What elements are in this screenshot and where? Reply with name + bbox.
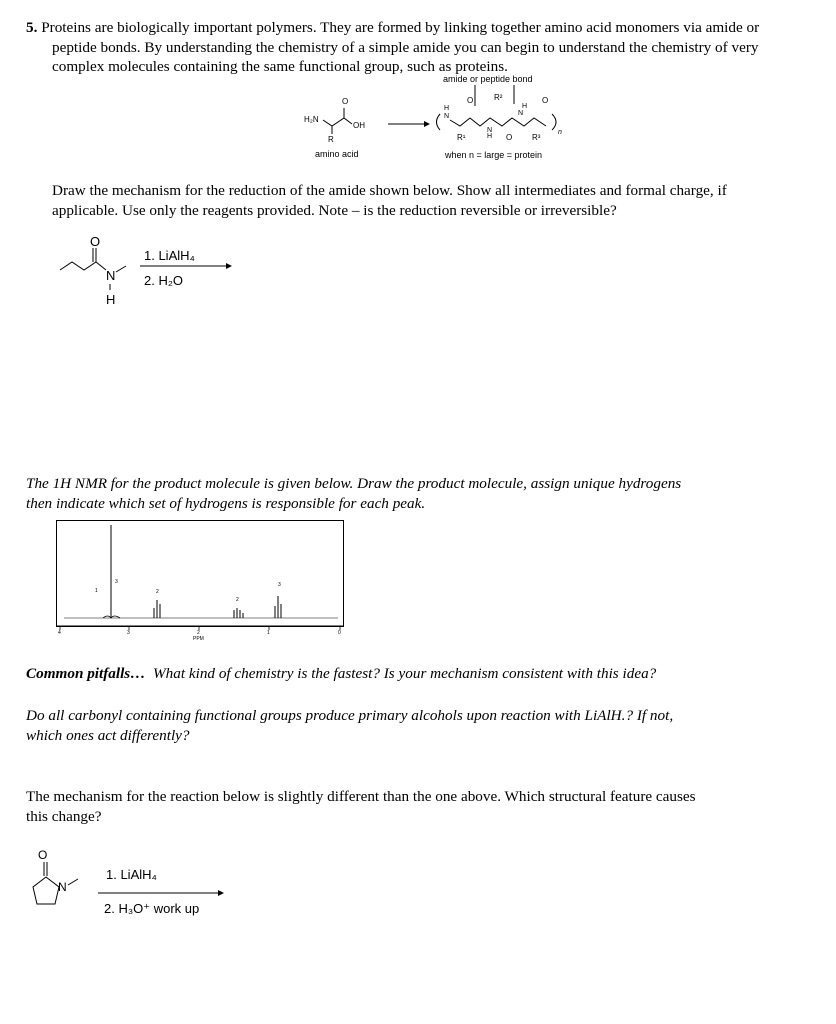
- nmr-prompt: [26, 474, 816, 513]
- nmr-integration-3: 2: [156, 589, 159, 595]
- chain-r2: R²: [494, 93, 503, 102]
- pitfalls-question-1: What kind of chemistry is the fastest? Is your mechanism consistent with this idea?: [153, 665, 657, 682]
- pitfalls-question-2-line-2: which ones act differently?: [26, 726, 190, 744]
- question-number: 5.: [26, 19, 38, 36]
- protein-label: when n = large = protein: [445, 150, 543, 160]
- right-bracket: [552, 114, 556, 130]
- amide-n: N: [106, 268, 116, 283]
- amide-bond-label: amide or peptide bond: [443, 74, 533, 84]
- aa-r-label: R: [328, 135, 334, 144]
- amino-acid-polymer-scheme: [290, 70, 580, 170]
- final-prompt-line-1: The mechanism for the reaction below is slightly different than the one above. Which structural feature causes: [26, 788, 696, 805]
- intro-line-1: Proteins are biologically important polymers. They are formed by linking together amino acid monomers via amide or: [41, 19, 760, 36]
- chain-n2: N: [487, 127, 493, 134]
- lactam-o: O: [38, 848, 48, 862]
- chain-h1: H: [444, 105, 450, 112]
- reaction1-arrowhead: [226, 263, 232, 269]
- chain-n3: N: [518, 110, 524, 117]
- nmr-prompt-line-1: The 1H NMR for the product molecule is given below. Draw the product molecule, assign unique hydrogens: [26, 475, 682, 492]
- amide-h: H: [106, 292, 116, 307]
- nmr-tick-label-0: 0: [338, 630, 341, 636]
- reaction1-reagent-2: 2. H₂O: [144, 273, 183, 288]
- nmr-frame: [57, 521, 344, 627]
- question-intro: [26, 18, 816, 77]
- chain-o1: O: [467, 96, 474, 105]
- chain-h2: H: [487, 133, 493, 140]
- nmr-integration-5: 3: [278, 582, 281, 588]
- intro-line-3: complex molecules containing the same functional group, such as proteins.: [52, 58, 508, 75]
- mechanism-prompt: [52, 181, 816, 220]
- lactam-reduction-reaction: [28, 846, 238, 926]
- final-prompt-line-2: this change?: [26, 807, 102, 825]
- amide-skeleton: [60, 262, 106, 270]
- lactam-n-methyl: [68, 879, 78, 885]
- chain-h3: H: [522, 103, 528, 110]
- nmr-tick-label-2: 2: [197, 630, 200, 636]
- pitfalls-q1: [26, 664, 816, 684]
- polymerization-arrowhead: [424, 121, 430, 127]
- nmr-spectrum: [56, 520, 346, 642]
- pitfalls-heading: Common pitfalls…: [26, 665, 146, 682]
- nmr-axis-label: PPM: [193, 636, 204, 642]
- nmr-tick-label-1: 1: [267, 630, 270, 636]
- chain-o3: O: [542, 96, 549, 105]
- amide-o: O: [90, 234, 101, 249]
- nmr-integration-4: 2: [236, 597, 239, 603]
- h2n-label: H₂N: [304, 115, 319, 124]
- nmr-prompt-line-2: then indicate which set of hydrogens is responsible for each peak.: [26, 494, 426, 512]
- reaction2-reagent-2: 2. H₃O⁺ work up: [104, 901, 200, 916]
- nmr-integration-1: 1: [95, 588, 98, 594]
- lactam-n: N: [58, 880, 67, 894]
- amide-reduction-reaction: [50, 232, 250, 314]
- reaction1-reagent-1: 1. LiAlH₄: [144, 248, 195, 263]
- chain-r1: R¹: [457, 133, 466, 142]
- nmr-tick-label-4: 4: [58, 630, 61, 636]
- pitfalls-question-2-line-1: Do all carbonyl containing functional groups produce primary alcohols upon reaction with LiAlH.? If not,: [26, 707, 674, 724]
- lactam-ring: [33, 877, 59, 904]
- left-bracket: [437, 114, 441, 130]
- protein-backbone: [450, 118, 546, 126]
- final-prompt: [26, 787, 816, 826]
- chain-r3: R³: [532, 133, 541, 142]
- oh-label: OH: [353, 121, 365, 130]
- mechanism-prompt-line-1: Draw the mechanism for the reduction of the amide shown below. Show all intermediates and formal charge, if: [52, 182, 727, 199]
- aa-backbone: [323, 118, 352, 126]
- reaction2-reagent-1: 1. LiAlH₄: [106, 867, 157, 882]
- chain-n1: N: [444, 113, 450, 120]
- reaction2-arrowhead: [218, 890, 224, 896]
- chain-o2: O: [506, 133, 513, 142]
- intro-line-2: peptide bonds. By understanding the chemistry of a simple amide you can begin to understand the chemistry of very: [52, 38, 759, 56]
- pitfalls-q2: [26, 706, 816, 745]
- chain-n-subscript: n: [558, 129, 562, 136]
- mechanism-prompt-line-2: applicable. Use only the reagents provided. Note – is the reduction reversible or irreversible?: [52, 201, 617, 219]
- amide-n-methyl: [116, 266, 126, 272]
- aa-carbonyl-o: O: [342, 97, 349, 106]
- nmr-tick-label-3: 3: [127, 630, 130, 636]
- amino-acid-label: amino acid: [315, 149, 359, 159]
- nmr-integration-2: 3: [115, 579, 118, 585]
